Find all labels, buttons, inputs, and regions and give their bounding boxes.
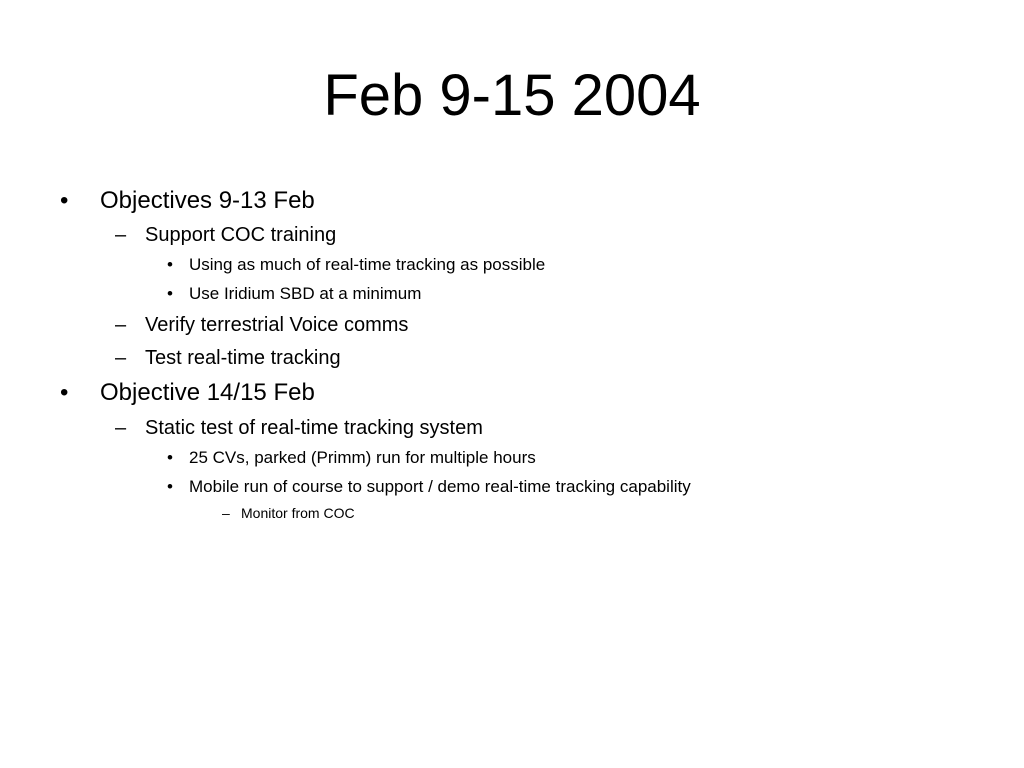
sub-bullet-item [115, 222, 336, 248]
sub-bullet-item [115, 312, 408, 338]
sub-sub-bullet-item [167, 476, 691, 498]
sub-sub-bullet-item [167, 447, 536, 469]
bullet-marker: • [60, 187, 69, 214]
bullet-marker: • [167, 477, 173, 496]
dash-marker: – [115, 314, 127, 336]
sub-bullet-item [115, 415, 483, 441]
bullet-marker: • [167, 284, 173, 303]
bullet-item [60, 378, 315, 408]
sub-bullet-item [115, 345, 341, 371]
sub-bullet-text: Verify terrestrial Voice comms [145, 314, 409, 336]
sub-sub-bullet-text: Using as much of real-time tracking as possible [189, 255, 546, 274]
sub-sub-bullet-text: 25 CVs, parked (Primm) run for multiple hours [189, 448, 536, 467]
dash-marker: – [115, 417, 127, 439]
bullet-item [60, 186, 315, 216]
bullet-text: Objective 14/15 Feb [100, 379, 315, 406]
sub-bullet-text: Static test of real-time tracking system [145, 417, 483, 439]
dash-marker: – [115, 224, 127, 246]
dash-marker: – [115, 347, 127, 369]
sub-bullet-text: Support COC training [145, 224, 337, 246]
level-4-bullet-item [222, 504, 355, 522]
sub-bullet-text: Test real-time tracking [145, 347, 341, 369]
level-4-bullet-text: Monitor from COC [241, 505, 355, 521]
bullet-marker: • [167, 255, 173, 274]
sub-sub-bullet-text: Use Iridium SBD at a minimum [189, 284, 422, 303]
slide-title: Feb 9-15 2004 [323, 63, 701, 128]
dash-marker: – [222, 505, 230, 521]
bullet-marker: • [60, 379, 69, 406]
sub-sub-bullet-text: Mobile run of course to support / demo real-time tracking capability [189, 477, 691, 496]
sub-sub-bullet-item [167, 254, 545, 276]
sub-sub-bullet-item [167, 283, 421, 305]
bullet-text: Objectives 9-13 Feb [100, 187, 315, 214]
bullet-marker: • [167, 448, 173, 467]
